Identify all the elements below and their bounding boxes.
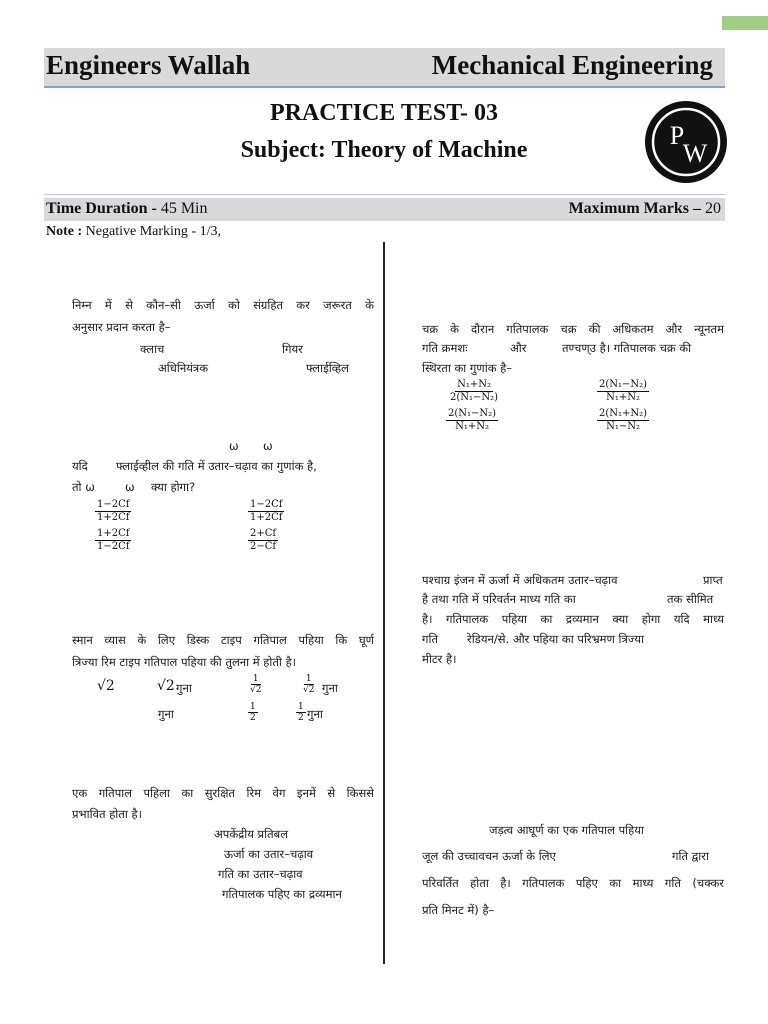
svg-text:P: P (669, 121, 685, 150)
q3-option-g-den: 2 (298, 713, 304, 723)
q6-line2-a: है तथा गति में परिवर्तन माध्य गति का (422, 592, 576, 606)
q6-line4-b: रेडियन/से. और पहिया का परिभ्रमण त्रिज्या (467, 632, 645, 646)
q5-option-b-num: 2(N₁−N₂) (599, 379, 648, 390)
q3-option-g-num: 1 (298, 702, 304, 712)
q2-option-d (248, 528, 278, 553)
q3-line2: त्रिज्या रिम टाइप गतिपाल पहिया की तुलना में होती है। (72, 655, 297, 669)
test-title: PRACTICE TEST- 03 (269, 100, 499, 126)
q3-option-c (248, 674, 263, 695)
q7-line3: परिवर्तित होता है। गतिपालक पहिए का माध्य गति (चक्कर (422, 876, 724, 890)
q6-line1-a: पश्चाग्र इंजन में ऊर्जा में अधिकतम उतार–चढ़ाव (422, 573, 618, 587)
q5-line1: चक्र के दौरान गतिपालक चक्र की अधिकतम और न्यूनतम (422, 322, 724, 336)
q3-option-c-den: √2 (250, 685, 262, 695)
q5-option-c (446, 408, 498, 433)
q2-option-c-num: 1+2Cf (97, 528, 130, 539)
brand-title: Engineers Wallah (46, 50, 251, 80)
q1-option-a: क्लाच (140, 342, 165, 356)
q4-line2: प्रभावित होता है। (72, 807, 142, 821)
q2-option-a-num: 1−2Cf (97, 499, 130, 510)
q5-option-b-den: N₁+N₂ (606, 392, 640, 403)
q4-option-d: गतिपालक पहिए का द्रव्यमान (222, 887, 342, 901)
q2-omega-1: ω (229, 439, 239, 453)
q3-option-d-suffix: गुना (322, 681, 338, 695)
q2-option-b (248, 499, 284, 524)
q5-option-d-num: 2(N₁+N₂) (599, 408, 648, 419)
q7-line1: जड़त्व आघूर्ण का एक गतिपाल पहिया (489, 823, 644, 837)
q2-omega-2: ω (263, 439, 273, 453)
q4-option-b: ऊर्जा का उतार–चढ़ाव (224, 847, 314, 861)
q3-option-g (296, 702, 306, 723)
time-duration (46, 200, 207, 218)
info-bar (44, 198, 725, 221)
maximum-marks (569, 200, 721, 218)
q3-option-b-suffix: गुना (176, 681, 192, 695)
note-value: Negative Marking - 1/3, (85, 224, 221, 239)
pw-logo (644, 100, 728, 184)
q6-line3: है। गतिपालक पहिया का द्रव्यमान क्या होगा यदि माध्य (422, 612, 724, 626)
svg-text:W: W (682, 139, 708, 168)
q5-line2-c: तण्चण्उ है। गतिपालक चक्र की (562, 341, 692, 355)
q1-option-c: अधिनियंत्रक (158, 361, 209, 375)
q3-option-f-num: 1 (250, 702, 256, 712)
q3-line1: स्मान व्यास के लिए डिस्क टाइप गतिपाल पहिया कि घूर्ण (72, 633, 374, 647)
q2-line1-b: फ्लाईव्हील की गति में उतार–चढ़ाव का गुणांक है, (116, 459, 317, 473)
q5-line3: स्थिरता का गुणांक है– (422, 361, 513, 375)
q5-line2-a: गति क्रमशः (422, 341, 468, 355)
q7-line2-a: जूल की उच्चावचन ऊर्जा के लिए (422, 849, 556, 863)
q2-option-d-den: 2−Cf (250, 541, 277, 552)
q2-option-d-num: 2+Cf (250, 528, 277, 539)
q3-option-g-suffix: गुना (307, 707, 323, 721)
note (46, 224, 221, 240)
q4-option-a: अपकेंद्रीय प्रतिबल (214, 827, 289, 841)
q2-option-c-den: 1−2Cf (97, 541, 130, 552)
q7-line4: प्रति मिनट में) है– (422, 903, 495, 917)
q4-line1: एक गतिपाल पहिला का सुरक्षित रिम वेग इनमें से किससे (72, 786, 374, 800)
q5-option-c-den: N₁+N₂ (455, 421, 489, 432)
q2-line2-c: क्या होगा? (151, 480, 196, 494)
marks-label: Maximum Marks – (568, 200, 701, 217)
q2-option-b-num: 1−2Cf (250, 499, 283, 510)
subject-title: Subject: Theory of Machine (240, 137, 528, 163)
corner-tab (722, 16, 768, 30)
q4-option-c: गति का उतार–चढ़ाव (218, 867, 303, 881)
q3-option-d (301, 674, 316, 695)
q7-line2-b: गति द्वारा (672, 849, 709, 863)
time-label: Time Duration - (46, 200, 157, 217)
q1-option-d: फ्लाईव्हिल (306, 361, 349, 375)
q5-option-b (597, 379, 649, 404)
marks-value: 20 (705, 200, 721, 217)
q3-option-f (248, 702, 258, 723)
header-rule (44, 194, 725, 195)
q1-option-b: गियर (282, 342, 303, 356)
q2-line2-a: तो ω (72, 480, 95, 494)
q3-option-d-den: √2 (303, 685, 315, 695)
column-divider (383, 242, 385, 964)
q1-line1: निम्न में से कौन–सी ऊर्जा को संग्रहित कर जरूरत के (72, 298, 374, 312)
q3-option-a: √2 (97, 678, 115, 694)
q5-option-d-den: N₁−N₂ (606, 421, 640, 432)
q3-option-b-root: √2 (157, 678, 175, 694)
q3-option-c-num: 1 (252, 674, 259, 684)
q1-line2: अनुसार प्रदान करता है– (72, 320, 171, 334)
q3-option-e: गुना (158, 707, 174, 721)
header-bar (44, 48, 725, 88)
q5-option-d (597, 408, 649, 433)
q2-line1-a: यदि (72, 459, 88, 473)
q2-line2-b: ω (125, 480, 135, 494)
q6-line1-b: प्राप्त (703, 573, 723, 587)
q3-option-f-den: 2 (250, 713, 256, 723)
q6-line5: मीटर है। (422, 652, 457, 666)
q5-option-a (448, 379, 500, 404)
q5-option-a-den: 2(N₁−N₂) (450, 392, 499, 403)
q2-option-a-den: 1+2Cf (97, 512, 130, 523)
time-value: 45 Min (160, 200, 208, 217)
q3-option-d-num: 1 (305, 674, 312, 684)
q5-line2-b: और (510, 341, 527, 355)
q2-option-a (95, 499, 131, 524)
q6-line2-b: तक सीमित (667, 592, 714, 606)
q6-line4-a: गति (422, 632, 439, 646)
note-label: Note : (46, 224, 83, 239)
stream-title: Mechanical Engineering (431, 50, 713, 80)
q5-option-a-num: N₁+N₂ (457, 379, 491, 390)
q5-option-c-num: 2(N₁−N₂) (448, 408, 497, 419)
q2-option-b-den: 1+2Cf (250, 512, 283, 523)
q2-option-c (95, 528, 131, 553)
